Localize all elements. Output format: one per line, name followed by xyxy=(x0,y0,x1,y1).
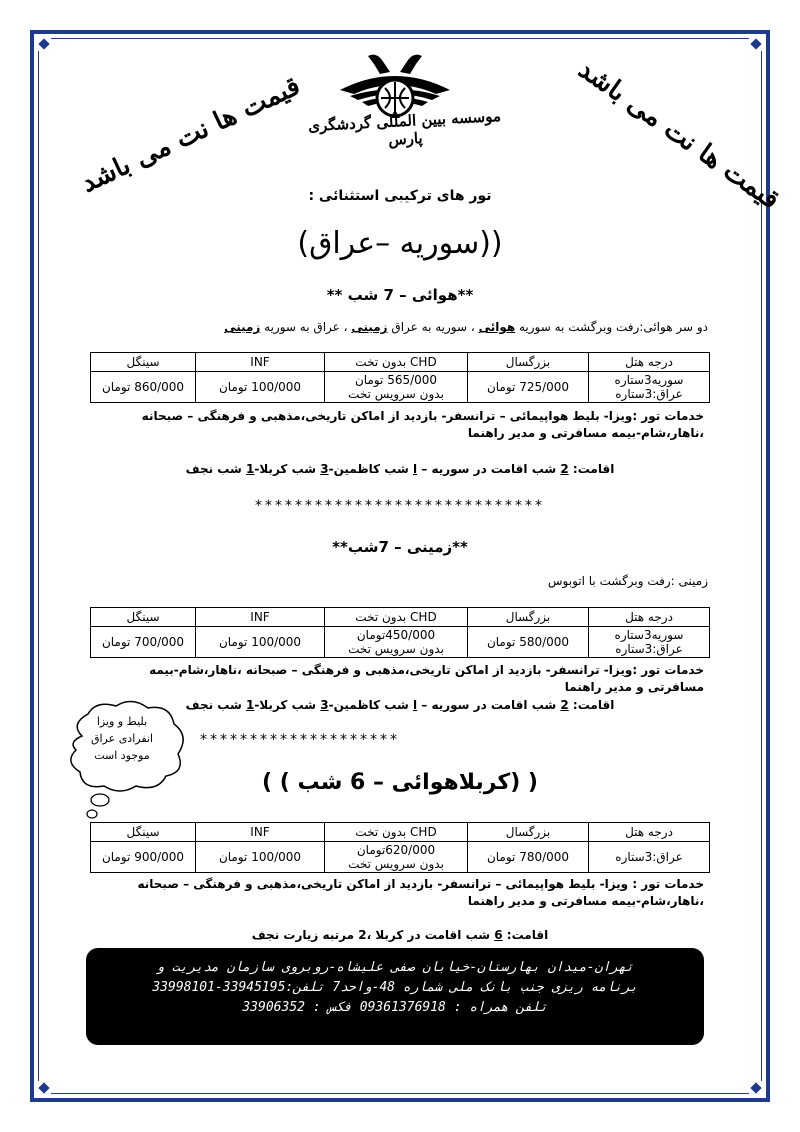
contact-footer xyxy=(86,948,704,1045)
section1-stay: اقامت: 2 شب اقامت در سوریه – ا شب کاظمین-3 شب کربلا-1 شب نجف xyxy=(185,462,615,476)
section2-stay: اقامت: 2 شب اقامت در سوریه – ا شب کاظمین-3 شب کربلا-1 شب نجف xyxy=(185,698,615,712)
table-header-row xyxy=(91,823,710,842)
table-cell: 580/000 تومان xyxy=(468,627,589,658)
table-cell: 700/000 تومان xyxy=(91,627,196,658)
net-price-stamp-left: قیمت ها نت می باشد xyxy=(76,71,305,199)
section3-title: ( (کربلاهوائی – 6 شب ) ) xyxy=(262,770,538,795)
separator-stars: ***************************** xyxy=(255,498,545,514)
table-header: بزرگسال xyxy=(468,353,589,372)
table-header: INF xyxy=(196,608,325,627)
table-cell: سوریه3ستاره عراق:3ستاره xyxy=(589,372,710,403)
table-header: CHD بدون تخت xyxy=(325,353,468,372)
footer-address-line: تهران-میدان بهارستان-خیابان صفی علیشاه-روبروی سازمان مدیریت و xyxy=(156,960,634,975)
table-cell: 900/000 تومان xyxy=(91,842,196,873)
table-header: سینگل xyxy=(91,353,196,372)
section2-price-table xyxy=(90,607,710,658)
section1-title: **هوائی – 7 شب ** xyxy=(326,286,474,304)
table-header: سینگل xyxy=(91,823,196,842)
section1-description: دو سر هوائی:رفت وبرگشت به سوریه هوائی ، سوریه به عراق زمینی ، عراق به سوریه زمینی xyxy=(224,320,708,334)
section1-services: خدمات تور :ویزا- بلیط هواپیمائی – ترانسفر- بازدید از اماکن تاریخی،مذهبی و فرهنگی – صبحانه ،ناهار،شام-بیمه مسافرتی و مدیر راهنما xyxy=(141,409,704,440)
table-row xyxy=(91,842,710,873)
section2-services: خدمات تور :ویزا- ترانسفر- بازدید از اماکن تاریخی،مذهبی و فرهنگی – صبحانه ،ناهار،شام-بیمه مسافرتی و مدیر راهنما xyxy=(149,663,704,694)
table-cell: 780/000 تومان xyxy=(468,842,589,873)
footer-contact-line: تلفن همراه : 09361376918 فکس : 33906352 xyxy=(242,1000,548,1015)
table-header: CHD بدون تخت xyxy=(325,608,468,627)
table-header: درجه هتل xyxy=(589,823,710,842)
section2-description: زمینی :رفت وبرگشت با اتوبوس xyxy=(547,574,708,588)
main-title: ((سوریه –عراق) xyxy=(297,226,503,261)
organization-name: موسسه بیین المللی گردشگری پارس xyxy=(307,106,502,149)
table-cell: 860/000 تومان xyxy=(91,372,196,403)
subtitle: تور های ترکیبی استثنائی : xyxy=(308,188,492,204)
table-header: درجه هتل xyxy=(589,353,710,372)
table-cell: 100/000 تومان xyxy=(196,842,325,873)
table-cell: 100/000 تومان xyxy=(196,627,325,658)
section3-services: خدمات تور : ویزا- بلیط هواپیمائی – ترانسفر- بازدید از اماکن تاریخی،مذهبی و فرهنگی – صبحانه ،ناهار،شام-بیمه مسافرتی و مدیر راهنما xyxy=(137,877,704,908)
corner-ornament xyxy=(37,1081,51,1095)
net-price-stamp-right: قیمت ها نت می باشد xyxy=(572,54,785,216)
table-header: بزرگسال xyxy=(468,608,589,627)
table-row xyxy=(91,372,710,403)
table-header-row xyxy=(91,608,710,627)
table-header: درجه هتل xyxy=(589,608,710,627)
table-row xyxy=(91,627,710,658)
table-cell: 620/000تومان بدون سرویس تخت xyxy=(325,842,468,873)
table-cell: 565/000 تومان بدون سرویس تخت xyxy=(325,372,468,403)
separator-stars: ******************** xyxy=(200,732,400,748)
table-cell: عراق:3ستاره xyxy=(589,842,710,873)
corner-ornament xyxy=(37,37,51,51)
footer-address-line: برنامه ریزی جنب بانک ملی شماره 48-واحد7 تلفن:33945195-33998101 xyxy=(152,980,638,995)
corner-ornament xyxy=(749,1081,763,1095)
corner-ornament xyxy=(749,37,763,51)
section3-stay: اقامت: 6 شب اقامت در کربلا ،2 مرتبه زیارت نجف xyxy=(251,928,549,942)
table-header: INF xyxy=(196,353,325,372)
table-cell: 100/000 تومان xyxy=(196,372,325,403)
table-cell: 450/000تومان بدون سرویس تخت xyxy=(325,627,468,658)
table-header-row xyxy=(91,353,710,372)
section2-title: **زمینی – 7شب** xyxy=(332,538,468,556)
table-header: بزرگسال xyxy=(468,823,589,842)
table-cell: سوریه3ستاره عراق:3ستاره xyxy=(589,627,710,658)
section1-price-table xyxy=(90,352,710,403)
table-header: INF xyxy=(196,823,325,842)
table-header: سینگل xyxy=(91,608,196,627)
cloud-callout-text: بلیط و ویزا انفرادی عراق موجود است xyxy=(90,715,154,762)
table-cell: 725/000 تومان xyxy=(468,372,589,403)
section3-price-table xyxy=(90,822,710,873)
table-header: CHD بدون تخت xyxy=(325,823,468,842)
